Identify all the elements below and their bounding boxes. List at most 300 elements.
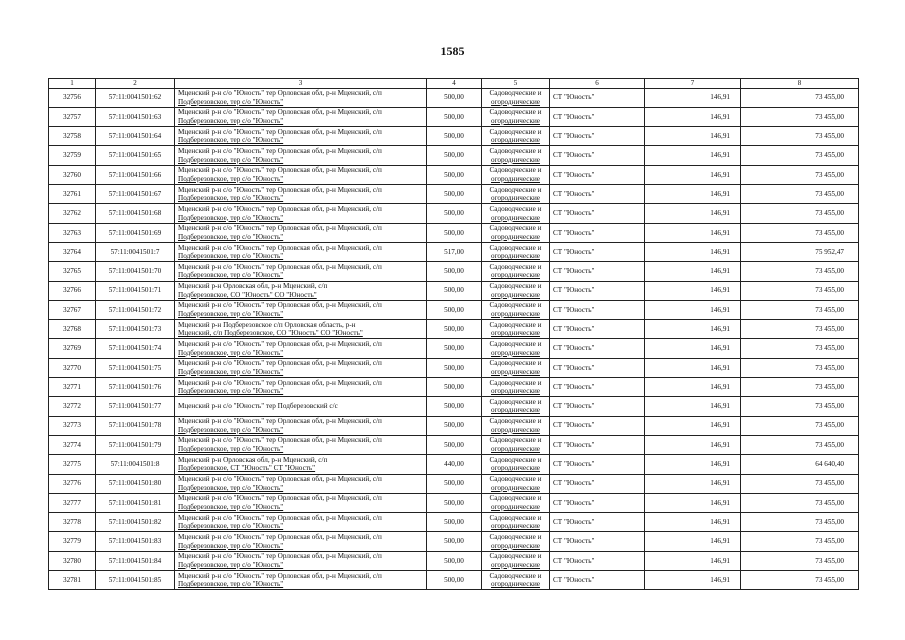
specific-value-cell: 146,91 bbox=[645, 204, 741, 223]
land-use-cell bbox=[482, 88, 550, 107]
land-use-line-2: огороднические bbox=[491, 367, 540, 376]
row-number-cell: 32757 bbox=[49, 107, 96, 126]
address-line-1: Мценский р-н с/о "Юность" тер Орловская обл, р-н Мценский, с/п bbox=[178, 571, 382, 580]
address-line-2: Подберезовское, тер с/о "Юность" bbox=[178, 367, 284, 376]
land-use-cell bbox=[482, 262, 550, 281]
address-cell bbox=[175, 532, 427, 551]
column-number-row bbox=[49, 79, 859, 89]
land-use-line-2: огороднические bbox=[491, 271, 540, 280]
table-row bbox=[49, 455, 859, 474]
owner-cell: СТ "Юность" bbox=[550, 185, 645, 204]
row-number-cell: 32770 bbox=[49, 358, 96, 377]
specific-value-cell: 146,91 bbox=[645, 551, 741, 570]
address-line-1: Мценский р-н Подберезовское с/п Орловская область, р-н bbox=[178, 320, 356, 329]
owner-cell: СТ "Юность" bbox=[550, 146, 645, 165]
land-use-line-2: огороднические bbox=[491, 387, 540, 396]
address-cell bbox=[175, 339, 427, 358]
land-use-line-2: огороднические bbox=[491, 348, 540, 357]
area-cell: 500,00 bbox=[427, 281, 482, 300]
table-row bbox=[49, 146, 859, 165]
address-cell bbox=[175, 185, 427, 204]
row-number-cell: 32769 bbox=[49, 339, 96, 358]
address-line-1: Мценский р-н с/о "Юность" тер Орловская обл, р-н Мценский, с/п bbox=[178, 436, 382, 445]
land-use-cell bbox=[482, 146, 550, 165]
cadastral-value-cell: 64 640,40 bbox=[741, 455, 859, 474]
cadastral-value-cell: 75 952,47 bbox=[741, 242, 859, 261]
owner-cell: СТ "Юность" bbox=[550, 107, 645, 126]
area-cell: 500,00 bbox=[427, 493, 482, 512]
address-cell bbox=[175, 493, 427, 512]
owner-cell: СТ "Юность" bbox=[550, 435, 645, 454]
area-cell: 500,00 bbox=[427, 262, 482, 281]
cadastral-value-cell: 73 455,00 bbox=[741, 513, 859, 532]
area-cell: 500,00 bbox=[427, 513, 482, 532]
cadastral-number-cell: 57:11:0041501:8 bbox=[96, 455, 175, 474]
address-line-1: Мценский р-н с/о "Юность" тер Орловская обл, р-н Мценский, с/п bbox=[178, 204, 382, 213]
address-line-2: Подберезовское, тер с/о "Юность" bbox=[178, 348, 284, 357]
cadastral-value-cell: 73 455,00 bbox=[741, 300, 859, 319]
address-line-2: Подберезовское, тер с/о "Юность" bbox=[178, 252, 284, 261]
land-use-line-2: огороднические bbox=[491, 522, 540, 531]
table-row bbox=[49, 262, 859, 281]
address-line-2: Подберезовское, тер с/о "Юность" bbox=[178, 425, 284, 434]
address-line-1: Мценский р-н с/о "Юность" тер Орловская обл, р-н Мценский, с/п bbox=[178, 359, 382, 368]
address-cell bbox=[175, 358, 427, 377]
cadastral-value-cell: 73 455,00 bbox=[741, 571, 859, 590]
address-line-2: Подберезовское, тер с/о "Юность" bbox=[178, 97, 284, 106]
row-number-cell: 32766 bbox=[49, 281, 96, 300]
row-number-cell: 32773 bbox=[49, 416, 96, 435]
row-number-cell: 32777 bbox=[49, 493, 96, 512]
address-cell bbox=[175, 281, 427, 300]
address-line-1: Мценский р-н с/о "Юность" тер Орловская обл, р-н Мценский, с/п bbox=[178, 224, 382, 233]
column-number-4: 4 bbox=[427, 79, 482, 89]
row-number-cell: 32762 bbox=[49, 204, 96, 223]
table-row bbox=[49, 127, 859, 146]
address-line-1: Мценский р-н с/о "Юность" тер Орловская обл, р-н Мценский, с/п bbox=[178, 147, 382, 156]
address-cell bbox=[175, 513, 427, 532]
column-number-3: 3 bbox=[175, 79, 427, 89]
address-line-1: Мценский р-н с/о "Юность" тер Орловская обл, р-н Мценский, с/п bbox=[178, 108, 382, 117]
address-line-2: Подберезовское, тер с/о "Юность" bbox=[178, 232, 284, 241]
address-line-1: Мценский р-н с/о "Юность" тер Орловская обл, р-н Мценский, с/п bbox=[178, 513, 382, 522]
table-row bbox=[49, 107, 859, 126]
address-cell bbox=[175, 455, 427, 474]
row-number-cell: 32764 bbox=[49, 242, 96, 261]
cadastral-value-cell: 73 455,00 bbox=[741, 262, 859, 281]
area-cell: 500,00 bbox=[427, 378, 482, 397]
land-use-line-2: огороднические bbox=[491, 406, 540, 415]
land-use-line-1: Садоводческие и bbox=[489, 262, 542, 271]
land-use-line-1: Садоводческие и bbox=[489, 378, 542, 387]
land-use-cell bbox=[482, 455, 550, 474]
cadastral-value-cell: 73 455,00 bbox=[741, 223, 859, 242]
land-use-cell bbox=[482, 185, 550, 204]
land-use-line-1: Садоводческие и bbox=[489, 436, 542, 445]
owner-cell: СТ "Юность" bbox=[550, 262, 645, 281]
cadastral-number-cell: 57:11:0041501:81 bbox=[96, 493, 175, 512]
specific-value-cell: 146,91 bbox=[645, 493, 741, 512]
cadastral-value-cell: 73 455,00 bbox=[741, 204, 859, 223]
cadastral-number-cell: 57:11:0041501:64 bbox=[96, 127, 175, 146]
address-cell bbox=[175, 435, 427, 454]
row-number-cell: 32768 bbox=[49, 320, 96, 339]
owner-cell: СТ "Юность" bbox=[550, 493, 645, 512]
address-line-2: Подберезовское, тер с/о "Юность" bbox=[178, 194, 284, 203]
area-cell: 500,00 bbox=[427, 339, 482, 358]
cadastral-value-cell: 73 455,00 bbox=[741, 551, 859, 570]
table-row bbox=[49, 281, 859, 300]
specific-value-cell: 146,91 bbox=[645, 320, 741, 339]
area-cell: 500,00 bbox=[427, 223, 482, 242]
owner-cell: СТ "Юность" bbox=[550, 416, 645, 435]
address-line-2: Подберезовское, тер с/о "Юность" bbox=[178, 502, 284, 511]
address-cell bbox=[175, 320, 427, 339]
land-use-line-1: Садоводческие и bbox=[489, 147, 542, 156]
area-cell: 500,00 bbox=[427, 204, 482, 223]
address-line-1: Мценский р-н с/о "Юность" тер Орловская обл, р-н Мценский, с/п bbox=[178, 552, 382, 561]
land-use-cell bbox=[482, 320, 550, 339]
land-use-cell bbox=[482, 571, 550, 590]
cadastral-value-cell: 73 455,00 bbox=[741, 474, 859, 493]
row-number-cell: 32756 bbox=[49, 88, 96, 107]
cadastral-number-cell: 57:11:0041501:66 bbox=[96, 165, 175, 184]
table-row bbox=[49, 320, 859, 339]
table-row bbox=[49, 242, 859, 261]
specific-value-cell: 146,91 bbox=[645, 88, 741, 107]
specific-value-cell: 146,91 bbox=[645, 165, 741, 184]
cadastral-value-cell: 73 455,00 bbox=[741, 185, 859, 204]
row-number-cell: 32763 bbox=[49, 223, 96, 242]
cadastral-value-cell: 73 455,00 bbox=[741, 378, 859, 397]
land-use-line-2: огороднические bbox=[491, 97, 540, 106]
land-use-line-1: Садоводческие и bbox=[489, 397, 542, 406]
cadastral-number-cell: 57:11:0041501:80 bbox=[96, 474, 175, 493]
address-line-1: Мценский р-н с/о "Юность" тер Орловская обл, р-н Мценский, с/п bbox=[178, 185, 382, 194]
land-use-line-2: огороднические bbox=[491, 445, 540, 454]
cadastral-number-cell: 57:11:0041501:72 bbox=[96, 300, 175, 319]
cadastral-number-cell: 57:11:0041501:73 bbox=[96, 320, 175, 339]
area-cell: 500,00 bbox=[427, 185, 482, 204]
address-line-2: Подберезовское, тер с/о "Юность" bbox=[178, 310, 284, 318]
address-line-1: Мценский р-н Орловская обл, р-н Мценский, с/п bbox=[178, 282, 328, 291]
land-use-line-2: огороднические bbox=[491, 541, 540, 550]
address-line-1: Мценский р-н с/о "Юность" тер Орловская обл, р-н Мценский, с/п bbox=[178, 166, 382, 175]
address-cell bbox=[175, 416, 427, 435]
specific-value-cell: 146,91 bbox=[645, 339, 741, 358]
row-number-cell: 32767 bbox=[49, 300, 96, 319]
address-line-1: Мценский р-н с/о "Юность" тер Орловская обл, р-н Мценский, с/п bbox=[178, 340, 382, 348]
area-cell: 500,00 bbox=[427, 551, 482, 570]
address-line-1: Мценский р-н с/о "Юность" тер Орловская обл, р-н Мценский, с/п bbox=[178, 301, 382, 310]
owner-cell: СТ "Юность" bbox=[550, 532, 645, 551]
specific-value-cell: 146,91 bbox=[645, 358, 741, 377]
owner-cell: СТ "Юность" bbox=[550, 513, 645, 532]
address-line-2: Подберезовское, тер с/о "Юность" bbox=[178, 117, 284, 126]
address-line-2: Подберезовское, тер с/о "Юность" bbox=[178, 541, 284, 550]
land-use-cell bbox=[482, 532, 550, 551]
specific-value-cell: 146,91 bbox=[645, 127, 741, 146]
address-line-1: Мценский р-н с/о "Юность" тер Орловская обл, р-н Мценский, с/п bbox=[178, 89, 382, 98]
cadastral-number-cell: 57:11:0041501:68 bbox=[96, 204, 175, 223]
land-use-line-1: Садоводческие и bbox=[489, 513, 542, 522]
area-cell: 500,00 bbox=[427, 300, 482, 319]
table-row bbox=[49, 435, 859, 454]
row-number-cell: 32776 bbox=[49, 474, 96, 493]
address-cell bbox=[175, 242, 427, 261]
column-number-5: 5 bbox=[482, 79, 550, 89]
land-use-cell bbox=[482, 127, 550, 146]
specific-value-cell: 146,91 bbox=[645, 397, 741, 416]
land-use-line-2: огороднические bbox=[491, 117, 540, 126]
row-number-cell: 32778 bbox=[49, 513, 96, 532]
land-use-cell bbox=[482, 204, 550, 223]
area-cell: 500,00 bbox=[427, 146, 482, 165]
cadastral-value-cell: 73 455,00 bbox=[741, 493, 859, 512]
page-number: 1585 bbox=[440, 44, 465, 58]
table-row bbox=[49, 397, 859, 416]
land-use-cell bbox=[482, 242, 550, 261]
address-line-1: Мценский р-н с/о "Юность" тер Орловская обл, р-н Мценский, с/п bbox=[178, 127, 382, 136]
address-line-1: Мценский р-н с/о "Юность" тер Орловская обл, р-н Мценский, с/п bbox=[178, 262, 382, 271]
cadastral-value-cell: 73 455,00 bbox=[741, 127, 859, 146]
table-row bbox=[49, 493, 859, 512]
cadastral-number-cell: 57:11:0041501:62 bbox=[96, 88, 175, 107]
land-use-line-2: огороднические bbox=[491, 502, 540, 511]
address-line-2: Подберезовское, тер с/о "Юность" bbox=[178, 174, 284, 183]
cadastral-number-cell: 57:11:0041501:71 bbox=[96, 281, 175, 300]
address-line-1: Мценский р-н с/о "Юность" тер Орловская обл, р-н Мценский, с/п bbox=[178, 243, 382, 252]
area-cell: 500,00 bbox=[427, 474, 482, 493]
table-row bbox=[49, 165, 859, 184]
land-use-line-1: Садоводческие и bbox=[489, 571, 542, 580]
cadastral-number-cell: 57:11:0041501:75 bbox=[96, 358, 175, 377]
specific-value-cell: 146,91 bbox=[645, 146, 741, 165]
land-use-line-1: Садоводческие и bbox=[489, 301, 542, 310]
land-use-line-2: огороднические bbox=[491, 580, 540, 589]
specific-value-cell: 146,91 bbox=[645, 242, 741, 261]
land-use-line-1: Садоводческие и bbox=[489, 320, 542, 329]
land-use-line-2: огороднические bbox=[491, 232, 540, 241]
address-cell bbox=[175, 474, 427, 493]
address-line-1: Мценский р-н с/о "Юность" тер Орловская обл, р-н Мценский, с/п bbox=[178, 378, 382, 387]
address-line-2: Подберезовское, тер с/о "Юность" bbox=[178, 387, 284, 396]
land-use-line-1: Садоводческие и bbox=[489, 359, 542, 368]
address-cell bbox=[175, 378, 427, 397]
owner-cell: СТ "Юность" bbox=[550, 551, 645, 570]
specific-value-cell: 146,91 bbox=[645, 435, 741, 454]
land-use-line-1: Садоводческие и bbox=[489, 494, 542, 503]
specific-value-cell: 146,91 bbox=[645, 262, 741, 281]
land-use-line-2: огороднические bbox=[491, 560, 540, 569]
area-cell: 500,00 bbox=[427, 397, 482, 416]
land-use-line-2: огороднические bbox=[491, 425, 540, 434]
land-use-line-1: Садоводческие и bbox=[489, 532, 542, 541]
owner-cell: СТ "Юность" bbox=[550, 223, 645, 242]
specific-value-cell: 146,91 bbox=[645, 513, 741, 532]
cadastral-value-cell: 73 455,00 bbox=[741, 320, 859, 339]
cadastral-value-cell: 73 455,00 bbox=[741, 435, 859, 454]
land-use-line-1: Садоводческие и bbox=[489, 108, 542, 117]
row-number-cell: 32772 bbox=[49, 397, 96, 416]
land-use-cell bbox=[482, 551, 550, 570]
land-use-line-2: огороднические bbox=[491, 252, 540, 261]
owner-cell: СТ "Юность" bbox=[550, 165, 645, 184]
land-use-cell bbox=[482, 358, 550, 377]
address-line-2: Подберезовское, тер с/о "Юность" bbox=[178, 580, 284, 589]
land-use-line-1: Садоводческие и bbox=[489, 185, 542, 194]
land-use-cell bbox=[482, 281, 550, 300]
row-number-cell: 32771 bbox=[49, 378, 96, 397]
land-use-cell bbox=[482, 474, 550, 493]
area-cell: 500,00 bbox=[427, 532, 482, 551]
address-cell bbox=[175, 107, 427, 126]
land-use-cell bbox=[482, 493, 550, 512]
cadastral-number-cell: 57:11:0041501:69 bbox=[96, 223, 175, 242]
area-cell: 440,00 bbox=[427, 455, 482, 474]
area-cell: 500,00 bbox=[427, 435, 482, 454]
land-use-line-2: огороднические bbox=[491, 136, 540, 145]
land-use-cell bbox=[482, 107, 550, 126]
address-line-1: Мценский р-н Орловская обл, р-н Мценский, с/п bbox=[178, 455, 328, 464]
area-cell: 500,00 bbox=[427, 107, 482, 126]
table-row bbox=[49, 416, 859, 435]
row-number-cell: 32775 bbox=[49, 455, 96, 474]
area-cell: 500,00 bbox=[427, 416, 482, 435]
land-use-line-1: Садоводческие и bbox=[489, 89, 542, 98]
owner-cell: СТ "Юность" bbox=[550, 378, 645, 397]
owner-cell: СТ "Юность" bbox=[550, 474, 645, 493]
land-use-cell bbox=[482, 416, 550, 435]
cadastral-number-cell: 57:11:0041501:83 bbox=[96, 532, 175, 551]
land-use-cell bbox=[482, 339, 550, 358]
address-cell bbox=[175, 300, 427, 319]
table-row bbox=[49, 551, 859, 570]
land-use-line-2: огороднические bbox=[491, 464, 540, 473]
land-use-cell bbox=[482, 513, 550, 532]
cadastral-number-cell: 57:11:0041501:79 bbox=[96, 435, 175, 454]
specific-value-cell: 146,91 bbox=[645, 378, 741, 397]
area-cell: 517,00 bbox=[427, 242, 482, 261]
owner-cell: СТ "Юность" bbox=[550, 571, 645, 590]
table-row bbox=[49, 378, 859, 397]
owner-cell: СТ "Юность" bbox=[550, 242, 645, 261]
row-number-cell: 32781 bbox=[49, 571, 96, 590]
area-cell: 500,00 bbox=[427, 571, 482, 590]
land-use-line-2: огороднические bbox=[491, 483, 540, 492]
specific-value-cell: 146,91 bbox=[645, 455, 741, 474]
area-cell: 500,00 bbox=[427, 165, 482, 184]
address-cell bbox=[175, 127, 427, 146]
table-row bbox=[49, 358, 859, 377]
address-cell bbox=[175, 262, 427, 281]
address-line-2: Подберезовское, тер с/о "Юность" bbox=[178, 155, 284, 164]
area-cell: 500,00 bbox=[427, 358, 482, 377]
table-row bbox=[49, 474, 859, 493]
address-line-1: Мценский р-н с/о "Юность" тер Орловская обл, р-н Мценский, с/п bbox=[178, 532, 382, 541]
cadastral-value-cell: 73 455,00 bbox=[741, 165, 859, 184]
area-cell: 500,00 bbox=[427, 320, 482, 339]
address-line-2: Подберезовское, тер с/о "Юность" bbox=[178, 213, 284, 222]
land-use-line-1: Садоводческие и bbox=[489, 340, 542, 348]
row-number-cell: 32779 bbox=[49, 532, 96, 551]
cadastral-value-cell: 73 455,00 bbox=[741, 397, 859, 416]
table-row bbox=[49, 532, 859, 551]
specific-value-cell: 146,91 bbox=[645, 281, 741, 300]
land-use-line-1: Садоводческие и bbox=[489, 455, 542, 464]
specific-value-cell: 146,91 bbox=[645, 300, 741, 319]
land-use-cell bbox=[482, 165, 550, 184]
address-line-2: Подберезовское, тер с/о "Юность" bbox=[178, 483, 284, 492]
specific-value-cell: 146,91 bbox=[645, 416, 741, 435]
land-use-cell bbox=[482, 378, 550, 397]
cadastral-number-cell: 57:11:0041501:74 bbox=[96, 339, 175, 358]
row-number-cell: 32780 bbox=[49, 551, 96, 570]
row-number-cell: 32765 bbox=[49, 262, 96, 281]
row-number-cell: 32759 bbox=[49, 146, 96, 165]
cadastral-number-cell: 57:11:0041501:70 bbox=[96, 262, 175, 281]
address-line-1: Мценский р-н с/о "Юность" тер Орловская обл, р-н Мценский, с/п bbox=[178, 475, 382, 484]
address-line-2: Подберезовское, тер с/о "Юность" bbox=[178, 136, 284, 145]
specific-value-cell: 146,91 bbox=[645, 571, 741, 590]
land-use-cell bbox=[482, 435, 550, 454]
land-use-line-2: огороднические bbox=[491, 194, 540, 203]
owner-cell: СТ "Юность" bbox=[550, 88, 645, 107]
land-use-line-2: огороднические bbox=[491, 174, 540, 183]
cadastral-number-cell: 57:11:0041501:85 bbox=[96, 571, 175, 590]
column-number-1: 1 bbox=[49, 79, 96, 89]
land-use-cell bbox=[482, 223, 550, 242]
address-cell bbox=[175, 551, 427, 570]
land-use-line-2: огороднические bbox=[491, 155, 540, 164]
owner-cell: СТ "Юность" bbox=[550, 455, 645, 474]
column-number-7: 7 bbox=[645, 79, 741, 89]
owner-cell: СТ "Юность" bbox=[550, 339, 645, 358]
land-use-line-1: Садоводческие и bbox=[489, 243, 542, 252]
address-line-1: Мценский р-н с/о "Юность" тер Орловская обл, р-н Мценский, с/п bbox=[178, 417, 382, 426]
cadastral-number-cell: 57:11:0041501:76 bbox=[96, 378, 175, 397]
land-use-line-1: Садоводческие и bbox=[489, 282, 542, 291]
table-row bbox=[49, 204, 859, 223]
cadastral-number-cell: 57:11:0041501:78 bbox=[96, 416, 175, 435]
row-number-cell: 32760 bbox=[49, 165, 96, 184]
address-cell bbox=[175, 223, 427, 242]
address-line-1: Мценский р-н с/о "Юность" тер Орловская обл, р-н Мценский, с/п bbox=[178, 494, 382, 503]
land-use-line-2: огороднические bbox=[491, 213, 540, 222]
land-use-line-1: Садоводческие и bbox=[489, 475, 542, 484]
address-line-1: Мценский р-н с/о "Юность" тер Подберезовский с/с bbox=[178, 402, 338, 411]
area-cell: 500,00 bbox=[427, 88, 482, 107]
specific-value-cell: 146,91 bbox=[645, 223, 741, 242]
table-row bbox=[49, 571, 859, 590]
address-line-2: Подберезовское, СО "Юность" СО "Юность" bbox=[178, 290, 317, 299]
specific-value-cell: 146,91 bbox=[645, 107, 741, 126]
cadastral-value-cell: 73 455,00 bbox=[741, 358, 859, 377]
specific-value-cell: 146,91 bbox=[645, 532, 741, 551]
owner-cell: СТ "Юность" bbox=[550, 300, 645, 319]
row-number-cell: 32761 bbox=[49, 185, 96, 204]
table-row bbox=[49, 513, 859, 532]
address-line-2: Подберезовское, СТ "Юность" СТ "Юность" bbox=[178, 464, 316, 473]
address-cell bbox=[175, 204, 427, 223]
cadastral-number-cell: 57:11:0041501:67 bbox=[96, 185, 175, 204]
row-number-cell: 32774 bbox=[49, 435, 96, 454]
area-cell: 500,00 bbox=[427, 127, 482, 146]
table-row bbox=[49, 185, 859, 204]
cadastral-number-cell: 57:11:0041501:7 bbox=[96, 242, 175, 261]
address-line-2: Мценский, с/п Подберезовское, СО "Юность" СО "Юность" bbox=[178, 329, 363, 338]
land-use-line-2: огороднические bbox=[491, 310, 540, 318]
